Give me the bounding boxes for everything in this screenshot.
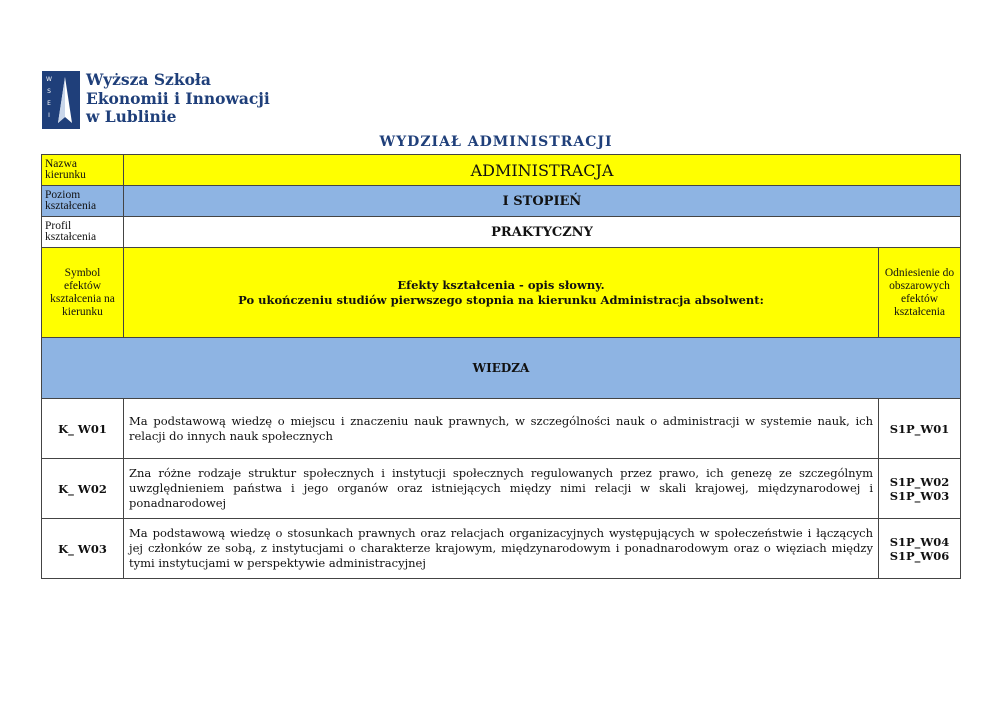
effect-symbol: K_ W03	[42, 519, 124, 579]
school-name-line: Ekonomii i Innowacji	[86, 88, 270, 108]
effect-symbol: K_ W01	[42, 399, 124, 459]
section-title: WIEDZA	[42, 338, 961, 399]
faculty-title: WYDZIAŁ ADMINISTRACJI	[379, 134, 613, 150]
label-profil: Profil kształcenia	[42, 217, 124, 248]
column-header-row	[42, 248, 961, 338]
header-reference: Odniesienie do obszarowych efektów kształcenia	[879, 248, 961, 338]
school-logo	[42, 71, 270, 129]
row-poziom	[42, 186, 961, 217]
reference-code: S1P_W03	[889, 488, 950, 503]
reference-code: S1P_W02	[889, 474, 950, 489]
effect-reference	[879, 519, 961, 579]
school-name	[86, 71, 270, 127]
section-row	[42, 338, 961, 399]
logo-letter: E	[47, 100, 51, 107]
value-kierunek: ADMINISTRACJA	[124, 155, 961, 186]
header-effects-line: Po ukończeniu studiów pierwszego stopnia na kierunku Administracja absolwent:	[238, 292, 764, 307]
header-symbol: Symbol efektów kształcenia na kierunku	[42, 248, 124, 338]
table-row	[42, 459, 961, 519]
learning-outcomes-table	[41, 154, 961, 579]
logo-letter: S	[47, 88, 51, 95]
reference-code: S1P_W01	[889, 421, 950, 436]
effect-reference	[879, 459, 961, 519]
reference-code: S1P_W06	[889, 548, 950, 563]
effect-reference	[879, 399, 961, 459]
reference-code: S1P_W04	[889, 534, 950, 549]
effect-description: Ma podstawową wiedzę o stosunkach prawnych oraz relacjach organizacyjnych występujących w społeczeństwie i łączących jej członków ze sobą, z instytucjami o charakterze krajowym, międzynarodowym i ponadnarodowym oraz o więziach między tymi instytucjami w perspektywie administracyjnej	[124, 519, 879, 579]
label-kierunek: Nazwa kierunku	[42, 155, 124, 186]
header-effects-line: Efekty kształcenia - opis słowny.	[397, 277, 605, 292]
logo-letter: I	[48, 112, 50, 119]
logo-emblem	[42, 71, 80, 129]
logo-spire-icon	[52, 75, 78, 127]
effect-description: Ma podstawową wiedzę o miejscu i znaczeniu nauk prawnych, w szczególności nauk o administracji w systemie nauk, ich relacji do innych nauk społecznych	[124, 399, 879, 459]
logo-letter: W	[46, 76, 52, 83]
school-name-line: w Lublinie	[86, 107, 177, 126]
row-kierunek	[42, 155, 961, 186]
school-name-line: Wyższa Szkoła	[86, 70, 211, 89]
effect-description: Zna różne rodzaje struktur społecznych i instytucji społecznych regulowanych przez prawo, ich genezę ze szczególnym uwzględnieniem państwa i jego organów oraz istniejących między nimi relacji w skali krajowej, międzynarodowej i ponadnarodowej	[124, 459, 879, 519]
effect-symbol: K_ W02	[42, 459, 124, 519]
table-row	[42, 399, 961, 459]
value-profil: PRAKTYCZNY	[124, 217, 961, 248]
header-effects	[124, 248, 879, 338]
value-poziom: I STOPIEŃ	[124, 186, 961, 217]
row-profil	[42, 217, 961, 248]
table-row	[42, 519, 961, 579]
label-poziom: Poziom kształcenia	[42, 186, 124, 217]
